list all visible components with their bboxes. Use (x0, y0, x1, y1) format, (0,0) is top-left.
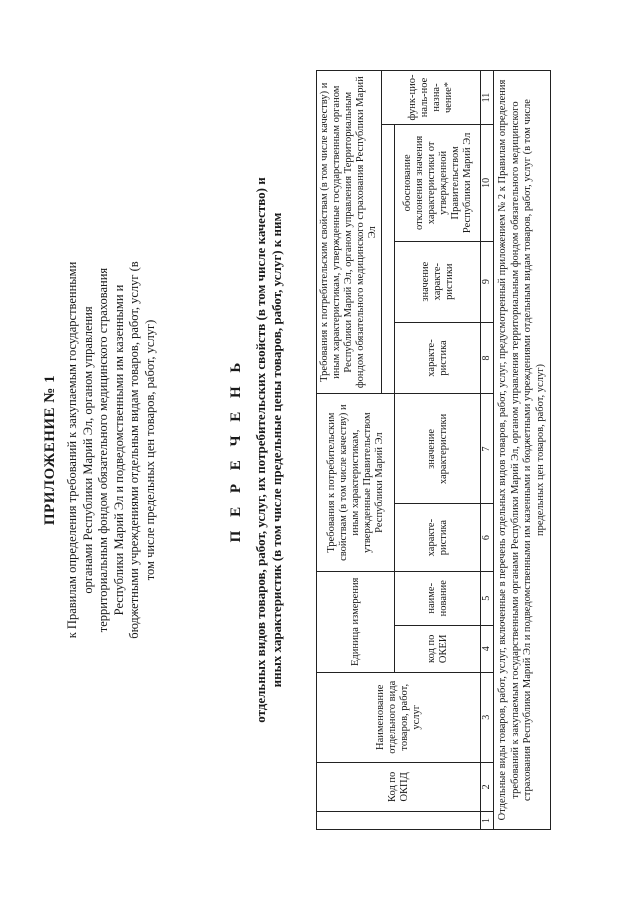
header-item-name: Наименование отдельного вида товаров, работ, услуг (317, 672, 481, 762)
header-unit-code: код по ОКЕИ (395, 625, 481, 672)
column-number: 10 (481, 125, 494, 242)
appendix-title: ПРИЛОЖЕНИЕ № 1 (42, 374, 58, 526)
column-number: 8 (481, 322, 494, 394)
table-section-note: Отдельные виды товаров, работ, услуг, включенные в перечень отдельных видов товаров, работ, услуг, предусмотренный приложением № 2 к Правилам определения требований к закупаемым государственными органами Республики Марий Эл, органом управления территориальным фондом обязательного медицинского страхования Республики Марий Эл и подведомственными им казенными и бюджетными учреждениями отдельным видам товаров, работ, услуг (в том числе предельных цен товаров, работ, услуг) (494, 71, 551, 830)
column-number: 4 (481, 625, 494, 672)
header-org-characteristic: характе-ристика (395, 322, 481, 394)
column-number: 3 (481, 672, 494, 762)
requirements-table (316, 70, 551, 830)
document-subtitle: отдельных видов товаров, работ, услуг, их потребительских свойств (в том числе качество) и иных характеристик (в том числе предельные цены товаров, работ, услуг) к ним (253, 177, 284, 723)
rotated-page (20, 30, 620, 870)
header-functional-purpose: функ-цио-наль-ное назна-чение* (382, 71, 481, 125)
document-title: П Е Р Е Ч Е Н Ь (228, 357, 244, 543)
column-number: 5 (481, 571, 494, 625)
appendix-text: к Правилам определения требований к закупаемым государственными органами Республики Марий Эл, органом управления территориальным фондом обязательного медицинского страхования Республики Марий Эл и подведомственными им казенными и бюджетными учреждениями отдельным видам товаров, работ, услуг (в том числе предельных цен товаров, работ, услуг) (65, 261, 157, 639)
column-number: 9 (481, 241, 494, 322)
document-heading (228, 30, 285, 870)
header-gov-value: значение характеристики (395, 394, 481, 504)
table-cell-blank (382, 125, 395, 394)
column-number: 11 (481, 71, 494, 125)
header-unit: Единица измерения (317, 571, 395, 672)
column-number: 1 (481, 812, 494, 830)
header-deviation-justification: обоснование отклонения значения характеристики от утвержденной Правительством Республики Марий Эл (395, 125, 481, 242)
header-org-value: значение характе-ристики (395, 241, 481, 322)
column-number: 2 (481, 762, 494, 811)
header-okpd-code: Код по ОКПД (317, 762, 481, 811)
column-numbers-row (481, 71, 494, 830)
header-gov-requirements: Требования к потребительским свойствам (в том числе качеству) и иным характеристикам, утвержденные Правительством Республики Марий Эл (317, 394, 395, 571)
header-org-requirements: Требования к потребительским свойствам (в том числе качеству) и иным характеристикам, утвержденные государственным органом Республики Марий Эл, органом управления Территориальным фондом обязательного медицинского страхования Республики Марий Эл (317, 71, 382, 394)
header-unit-name: наиме-нование (395, 571, 481, 625)
column-number: 7 (481, 394, 494, 504)
appendix-block (42, 30, 158, 870)
header-gov-characteristic: характе-ристика (395, 504, 481, 571)
column-number: 6 (481, 504, 494, 571)
table-cell-blank (317, 812, 481, 830)
